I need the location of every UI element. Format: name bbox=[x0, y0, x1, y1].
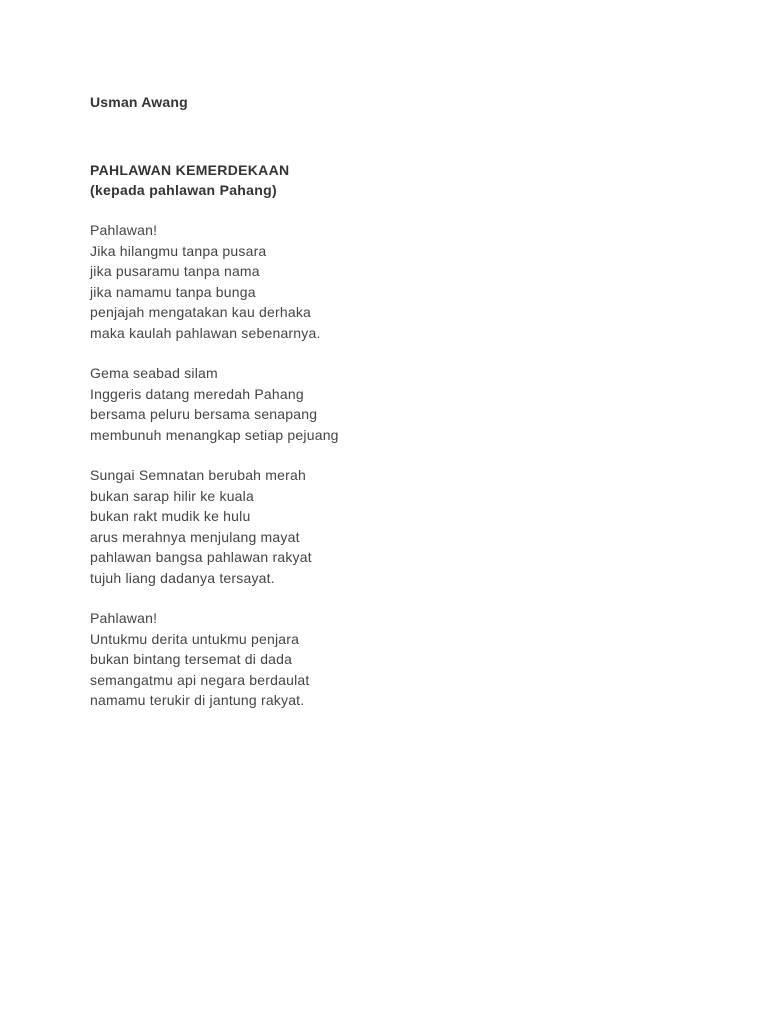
poem-line: Gema seabad silam bbox=[90, 365, 218, 381]
poem-title: PAHLAWAN KEMERDEKAAN bbox=[90, 162, 290, 178]
poem-line: namamu terukir di jantung rakyat. bbox=[90, 692, 305, 708]
poem-line: Sungai Semnatan berubah merah bbox=[90, 467, 306, 483]
poem-line: semangatmu api negara berdaulat bbox=[90, 671, 310, 688]
poem-line: Inggeris datang meredah Pahang bbox=[90, 385, 304, 402]
author-name: Usman Awang bbox=[90, 94, 188, 110]
poem-line: Jika hilangmu tanpa pusara bbox=[90, 242, 267, 259]
stanza-4 bbox=[90, 608, 710, 711]
stanza-2 bbox=[90, 363, 710, 445]
poem-line: membunuh menangkap setiap pejuang bbox=[90, 426, 339, 443]
poem-line: Pahlawan! bbox=[90, 222, 158, 238]
document-page bbox=[90, 92, 710, 711]
poem-line: bukan rakt mudik ke hulu bbox=[90, 508, 251, 524]
poem-heading bbox=[90, 160, 710, 200]
stanza-3 bbox=[90, 465, 710, 588]
poem-line: pahlawan bangsa pahlawan rakyat bbox=[90, 549, 312, 565]
poem-line: Pahlawan! bbox=[90, 610, 158, 626]
poem-line: jika pusaramu tanpa nama bbox=[90, 263, 260, 279]
poem-line: bersama peluru bersama senapang bbox=[90, 406, 318, 422]
poem-line: Untukmu derita untukmu penjara bbox=[90, 630, 300, 647]
stanza-1 bbox=[90, 220, 710, 343]
poem-line: maka kaulah pahlawan sebenarnya. bbox=[90, 324, 321, 341]
poem-line: arus merahnya menjulang mayat bbox=[90, 528, 300, 545]
poem-line: tujuh liang dadanya tersayat. bbox=[90, 569, 275, 586]
poem-line: jika namamu tanpa bunga bbox=[90, 283, 256, 300]
poem-line: bukan sarap hilir ke kuala bbox=[90, 487, 254, 504]
poem-line: bukan bintang tersemat di dada bbox=[90, 651, 293, 667]
poem-line: penjajah mengatakan kau derhaka bbox=[90, 304, 312, 320]
poem-dedication: (kepada pahlawan Pahang) bbox=[90, 182, 277, 198]
